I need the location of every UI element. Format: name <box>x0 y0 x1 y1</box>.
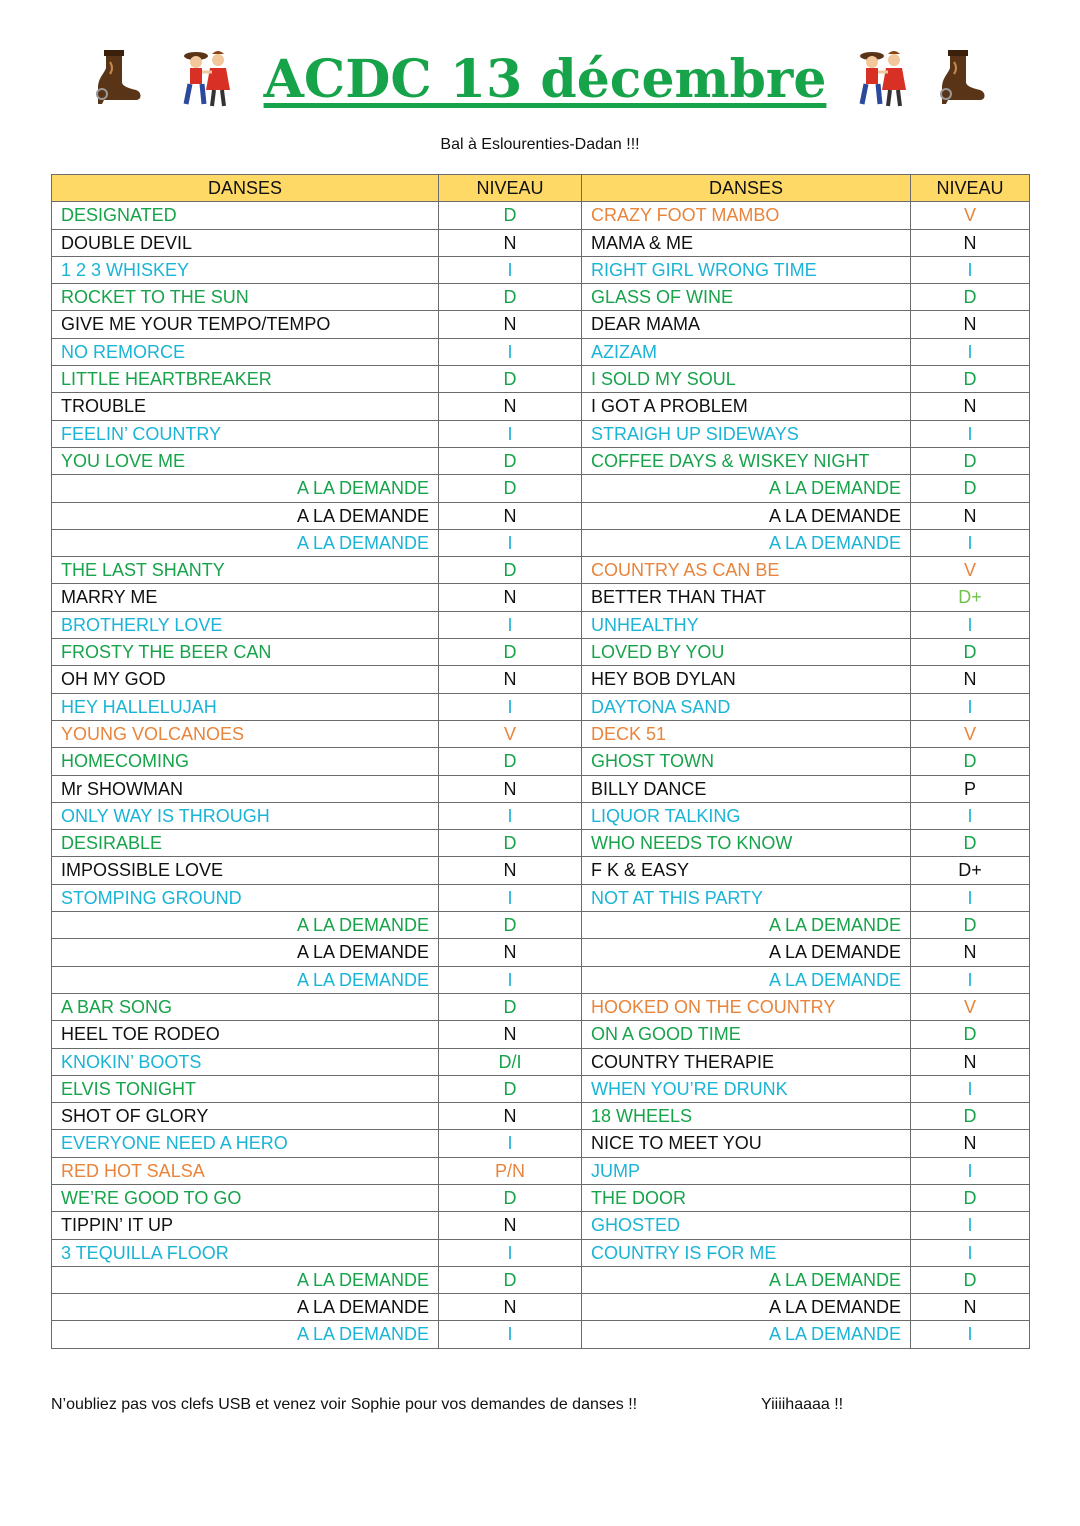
footer <box>51 1396 844 1414</box>
level-cell: D <box>439 639 582 666</box>
level-cell: I <box>911 1321 1030 1348</box>
table-row <box>52 1266 1030 1293</box>
level-cell: N <box>439 502 582 529</box>
table-row <box>52 202 1030 229</box>
level-cell: I <box>439 966 582 993</box>
dance-name-cell: HOOKED ON THE COUNTRY <box>582 993 911 1020</box>
level-cell: D+ <box>911 857 1030 884</box>
dance-name-cell: SHOT OF GLORY <box>52 1103 439 1130</box>
dance-name-cell: FEELIN’ COUNTRY <box>52 420 439 447</box>
column-header-niveau: NIVEAU <box>439 175 582 202</box>
dance-name-cell: MARRY ME <box>52 584 439 611</box>
dance-name-cell: THE LAST SHANTY <box>52 557 439 584</box>
dance-name-cell: A LA DEMANDE <box>582 966 911 993</box>
table-row <box>52 420 1030 447</box>
dance-name-cell: CRAZY FOOT MAMBO <box>582 202 911 229</box>
dance-name-cell: A LA DEMANDE <box>52 475 439 502</box>
level-cell: D <box>439 993 582 1020</box>
dance-name-cell: RIGHT GIRL WRONG TIME <box>582 256 911 283</box>
dance-name-cell: A LA DEMANDE <box>52 912 439 939</box>
dance-name-cell: LITTLE HEARTBREAKER <box>52 366 439 393</box>
dance-name-cell: FROSTY THE BEER CAN <box>52 639 439 666</box>
dance-name-cell: NOT AT THIS PARTY <box>582 884 911 911</box>
dance-name-cell: BILLY DANCE <box>582 775 911 802</box>
level-cell: I <box>911 338 1030 365</box>
level-cell: D <box>911 366 1030 393</box>
level-cell: D <box>911 830 1030 857</box>
dance-name-cell: NICE TO MEET YOU <box>582 1130 911 1157</box>
dance-name-cell: DOUBLE DEVIL <box>52 229 439 256</box>
dance-name-cell: WHO NEEDS TO KNOW <box>582 830 911 857</box>
table-row <box>52 1048 1030 1075</box>
dance-name-cell: HEY HALLELUJAH <box>52 693 439 720</box>
dance-name-cell: I SOLD MY SOUL <box>582 366 911 393</box>
dance-name-cell: GLASS OF WINE <box>582 284 911 311</box>
level-cell: V <box>439 720 582 747</box>
dance-name-cell: RED HOT SALSA <box>52 1157 439 1184</box>
level-cell: D <box>439 1075 582 1102</box>
table-row <box>52 229 1030 256</box>
level-cell: D <box>911 639 1030 666</box>
table-row <box>52 393 1030 420</box>
dance-name-cell: WE’RE GOOD TO GO <box>52 1184 439 1211</box>
dance-name-cell: LOVED BY YOU <box>582 639 911 666</box>
dance-name-cell: BETTER THAN THAT <box>582 584 911 611</box>
table-row <box>52 1103 1030 1130</box>
level-cell: I <box>911 529 1030 556</box>
table-row <box>52 256 1030 283</box>
dance-name-cell: A LA DEMANDE <box>582 1266 911 1293</box>
dance-name-cell: YOU LOVE ME <box>52 447 439 474</box>
footer-note: N’oubliez pas vos clefs USB et venez voir Sophie pour vos demandes de danses !! <box>51 1396 638 1413</box>
table-row <box>52 1184 1030 1211</box>
dance-name-cell: A LA DEMANDE <box>582 1294 911 1321</box>
table-row <box>52 639 1030 666</box>
level-cell: N <box>911 1294 1030 1321</box>
dance-name-cell: HEEL TOE RODEO <box>52 1021 439 1048</box>
level-cell: D <box>439 748 582 775</box>
level-cell: I <box>911 966 1030 993</box>
table-row <box>52 557 1030 584</box>
table-row <box>52 666 1030 693</box>
level-cell: N <box>911 1048 1030 1075</box>
dance-name-cell: STOMPING GROUND <box>52 884 439 911</box>
level-cell: I <box>439 1239 582 1266</box>
level-cell: I <box>439 884 582 911</box>
level-cell: D <box>439 830 582 857</box>
table-header-row <box>52 175 1030 202</box>
level-cell: D <box>911 748 1030 775</box>
dance-name-cell: COFFEE DAYS & WISKEY NIGHT <box>582 447 911 474</box>
dance-name-cell: DECK 51 <box>582 720 911 747</box>
table-row <box>52 1239 1030 1266</box>
dance-name-cell: WHEN YOU’RE DRUNK <box>582 1075 911 1102</box>
dance-name-cell: GIVE ME YOUR TEMPO/TEMPO <box>52 311 439 338</box>
level-cell: N <box>439 584 582 611</box>
level-cell: D <box>439 366 582 393</box>
level-cell: N <box>911 666 1030 693</box>
table-row <box>52 912 1030 939</box>
dance-name-cell: Mr SHOWMAN <box>52 775 439 802</box>
level-cell: D <box>911 912 1030 939</box>
dance-name-cell: ROCKET TO THE SUN <box>52 284 439 311</box>
dance-name-cell: A LA DEMANDE <box>52 966 439 993</box>
dance-name-cell: GHOST TOWN <box>582 748 911 775</box>
level-cell: I <box>439 1130 582 1157</box>
level-cell: I <box>911 693 1030 720</box>
table-row <box>52 284 1030 311</box>
level-cell: I <box>439 611 582 638</box>
table-row <box>52 993 1030 1020</box>
dance-name-cell: OH MY GOD <box>52 666 439 693</box>
table-row <box>52 1021 1030 1048</box>
level-cell: V <box>911 993 1030 1020</box>
dance-table <box>51 174 1030 1349</box>
level-cell: N <box>439 939 582 966</box>
table-row <box>52 1321 1030 1348</box>
level-cell: I <box>439 529 582 556</box>
level-cell: N <box>911 939 1030 966</box>
dance-name-cell: 1 2 3 WHISKEY <box>52 256 439 283</box>
table-row <box>52 502 1030 529</box>
dance-name-cell: A LA DEMANDE <box>52 502 439 529</box>
level-cell: I <box>439 420 582 447</box>
dance-name-cell: A LA DEMANDE <box>52 939 439 966</box>
table-row <box>52 584 1030 611</box>
dance-name-cell: A LA DEMANDE <box>582 502 911 529</box>
cowboy-boot-icon <box>936 48 988 108</box>
dance-name-cell: DEAR MAMA <box>582 311 911 338</box>
level-cell: I <box>439 1321 582 1348</box>
level-cell: N <box>439 1212 582 1239</box>
level-cell: I <box>911 256 1030 283</box>
table-row <box>52 311 1030 338</box>
dance-name-cell: COUNTRY THERAPIE <box>582 1048 911 1075</box>
level-cell: N <box>439 1021 582 1048</box>
level-cell: N <box>439 229 582 256</box>
level-cell: N <box>439 1103 582 1130</box>
level-cell: N <box>439 311 582 338</box>
dance-name-cell: UNHEALTHY <box>582 611 911 638</box>
level-cell: N <box>439 666 582 693</box>
column-header-niveau: NIVEAU <box>911 175 1030 202</box>
level-cell: I <box>911 1157 1030 1184</box>
dance-name-cell: HEY BOB DYLAN <box>582 666 911 693</box>
table-row <box>52 1130 1030 1157</box>
level-cell: D <box>911 1266 1030 1293</box>
dance-name-cell: F K & EASY <box>582 857 911 884</box>
dance-name-cell: A LA DEMANDE <box>582 1321 911 1348</box>
level-cell: I <box>439 693 582 720</box>
level-cell: I <box>911 802 1030 829</box>
dance-name-cell: A LA DEMANDE <box>52 1321 439 1348</box>
dance-name-cell: NO REMORCE <box>52 338 439 365</box>
dance-name-cell: I GOT A PROBLEM <box>582 393 911 420</box>
level-cell: D <box>439 557 582 584</box>
table-row <box>52 720 1030 747</box>
level-cell: P <box>911 775 1030 802</box>
level-cell: N <box>439 775 582 802</box>
level-cell: D <box>439 447 582 474</box>
level-cell: I <box>439 338 582 365</box>
dance-name-cell: ON A GOOD TIME <box>582 1021 911 1048</box>
level-cell: V <box>911 720 1030 747</box>
dance-name-cell: LIQUOR TALKING <box>582 802 911 829</box>
level-cell: D <box>439 912 582 939</box>
dance-name-cell: STRAIGH UP SIDEWAYS <box>582 420 911 447</box>
level-cell: N <box>911 311 1030 338</box>
dance-name-cell: EVERYONE NEED A HERO <box>52 1130 439 1157</box>
dance-name-cell: A LA DEMANDE <box>52 529 439 556</box>
level-cell: D <box>439 284 582 311</box>
dance-name-cell: A LA DEMANDE <box>582 912 911 939</box>
dance-name-cell: TIPPIN’ IT UP <box>52 1212 439 1239</box>
table-row <box>52 939 1030 966</box>
table-row <box>52 1212 1030 1239</box>
dance-name-cell: AZIZAM <box>582 338 911 365</box>
level-cell: V <box>911 557 1030 584</box>
dance-name-cell: ONLY WAY IS THROUGH <box>52 802 439 829</box>
page-title: ACDC 13 décembre <box>263 49 827 110</box>
dance-name-cell: A LA DEMANDE <box>582 529 911 556</box>
table-row <box>52 529 1030 556</box>
level-cell: D <box>439 475 582 502</box>
level-cell: N <box>911 229 1030 256</box>
level-cell: I <box>911 1239 1030 1266</box>
level-cell: I <box>911 884 1030 911</box>
cowboy-boot-icon <box>92 48 144 108</box>
level-cell: N <box>911 393 1030 420</box>
level-cell: V <box>911 202 1030 229</box>
level-cell: N <box>911 502 1030 529</box>
dance-name-cell: MAMA & ME <box>582 229 911 256</box>
dance-name-cell: HOMECOMING <box>52 748 439 775</box>
level-cell: D/I <box>439 1048 582 1075</box>
dance-name-cell: COUNTRY AS CAN BE <box>582 557 911 584</box>
level-cell: D <box>911 1103 1030 1130</box>
dance-name-cell: A BAR SONG <box>52 993 439 1020</box>
level-cell: D <box>439 1266 582 1293</box>
column-header-danses: DANSES <box>582 175 911 202</box>
table-row <box>52 366 1030 393</box>
dance-name-cell: A LA DEMANDE <box>52 1294 439 1321</box>
dance-name-cell: 3 TEQUILLA FLOOR <box>52 1239 439 1266</box>
dance-name-cell: JUMP <box>582 1157 911 1184</box>
level-cell: P/N <box>439 1157 582 1184</box>
footer-cheer: Yiiiihaaaa !! <box>761 1396 844 1413</box>
table-row <box>52 611 1030 638</box>
page-subtitle: Bal à Eslourenties-Dadan !!! <box>440 136 640 153</box>
table-row <box>52 338 1030 365</box>
level-cell: D <box>911 1021 1030 1048</box>
dance-name-cell: DESIRABLE <box>52 830 439 857</box>
dance-name-cell: THE DOOR <box>582 1184 911 1211</box>
dance-name-cell: 18 WHEELS <box>582 1103 911 1130</box>
level-cell: N <box>439 393 582 420</box>
level-cell: D+ <box>911 584 1030 611</box>
level-cell: D <box>911 1184 1030 1211</box>
dance-name-cell: BROTHERLY LOVE <box>52 611 439 638</box>
dance-name-cell: A LA DEMANDE <box>582 475 911 502</box>
level-cell: I <box>911 611 1030 638</box>
dance-name-cell: ELVIS TONIGHT <box>52 1075 439 1102</box>
table-row <box>52 884 1030 911</box>
table-row <box>52 775 1030 802</box>
level-cell: D <box>911 284 1030 311</box>
dance-name-cell: A LA DEMANDE <box>52 1266 439 1293</box>
level-cell: D <box>911 475 1030 502</box>
table-row <box>52 475 1030 502</box>
dance-name-cell: DAYTONA SAND <box>582 693 911 720</box>
dance-name-cell: GHOSTED <box>582 1212 911 1239</box>
table-row <box>52 693 1030 720</box>
level-cell: N <box>439 857 582 884</box>
level-cell: D <box>439 1184 582 1211</box>
level-cell: I <box>911 1075 1030 1102</box>
level-cell: D <box>439 202 582 229</box>
dance-name-cell: DESIGNATED <box>52 202 439 229</box>
table-row <box>52 1075 1030 1102</box>
dance-name-cell: IMPOSSIBLE LOVE <box>52 857 439 884</box>
dance-name-cell: KNOKIN’ BOOTS <box>52 1048 439 1075</box>
dance-name-cell: COUNTRY IS FOR ME <box>582 1239 911 1266</box>
dancers-icon <box>856 48 910 108</box>
table-row <box>52 1157 1030 1184</box>
level-cell: I <box>911 1212 1030 1239</box>
table-body <box>52 202 1030 1348</box>
table-row <box>52 447 1030 474</box>
table-row <box>52 857 1030 884</box>
level-cell: N <box>911 1130 1030 1157</box>
table-row <box>52 966 1030 993</box>
table-row <box>52 802 1030 829</box>
level-cell: I <box>439 802 582 829</box>
table-row <box>52 1294 1030 1321</box>
page-header <box>0 40 1080 120</box>
dance-name-cell: TROUBLE <box>52 393 439 420</box>
level-cell: D <box>911 447 1030 474</box>
level-cell: I <box>439 256 582 283</box>
column-header-danses: DANSES <box>52 175 439 202</box>
dance-name-cell: A LA DEMANDE <box>582 939 911 966</box>
level-cell: I <box>911 420 1030 447</box>
table-row <box>52 748 1030 775</box>
dance-name-cell: YOUNG VOLCANOES <box>52 720 439 747</box>
level-cell: N <box>439 1294 582 1321</box>
table-row <box>52 830 1030 857</box>
